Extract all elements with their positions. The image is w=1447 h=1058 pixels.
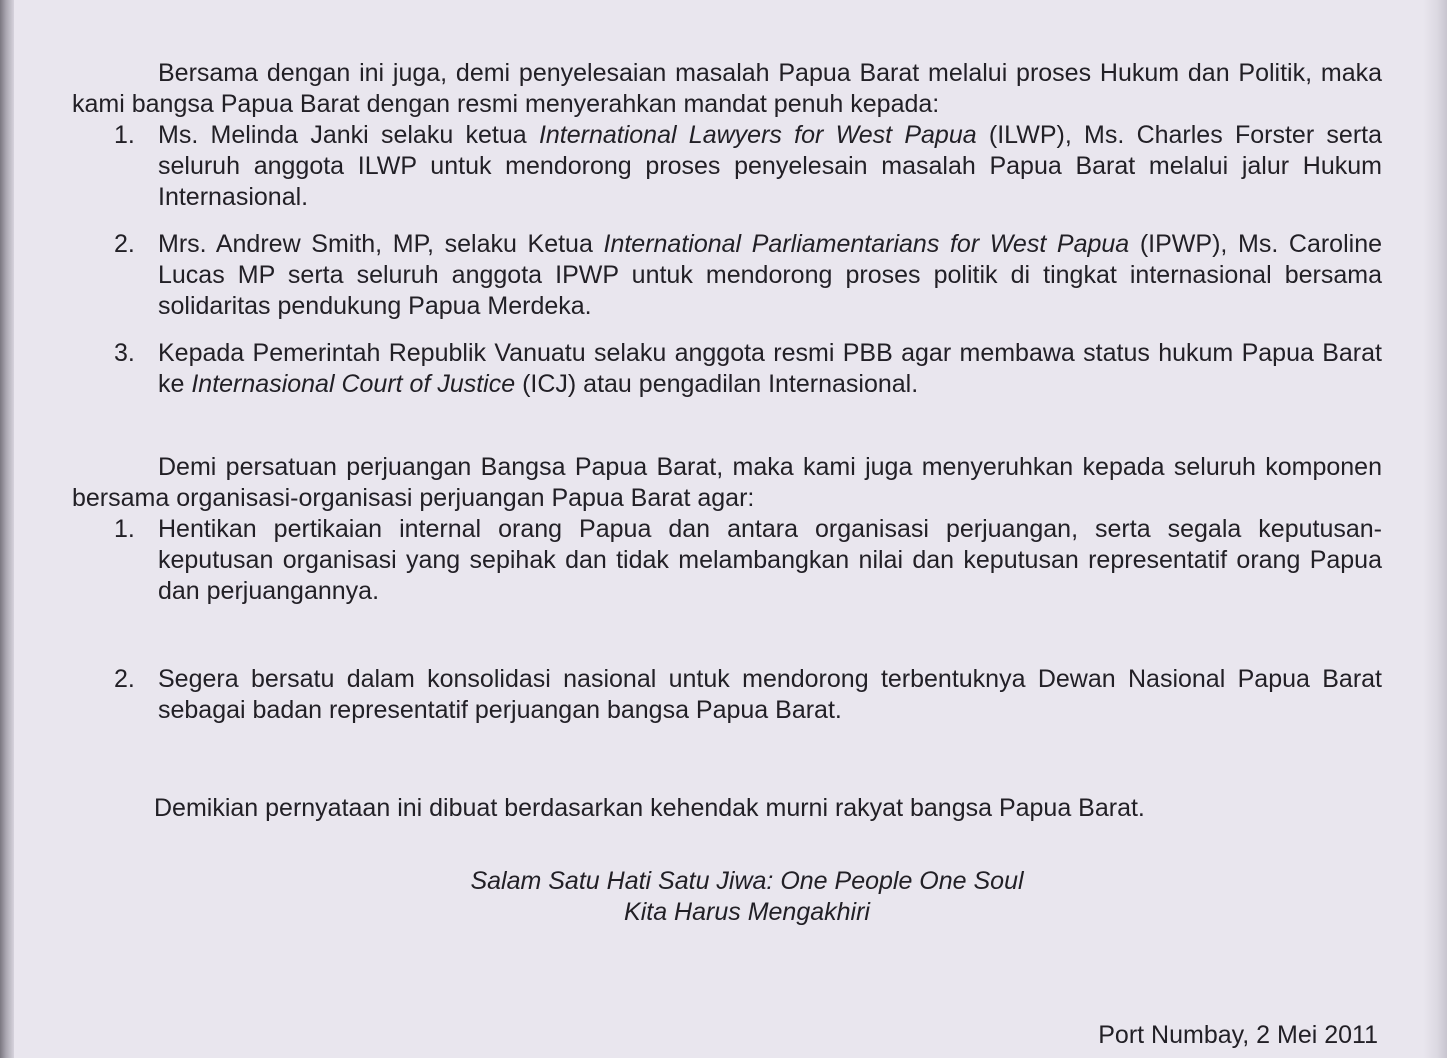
list-item-number: 3. bbox=[114, 339, 135, 367]
list-item-text-before: Mrs. Andrew Smith, MP, selaku Ketua bbox=[158, 230, 604, 258]
list-item-text-before: Ms. Melinda Janki selaku ketua bbox=[158, 121, 539, 149]
list-item-organization: International Lawyers for West Papua bbox=[538, 121, 977, 149]
paragraph-mandate bbox=[72, 58, 1382, 120]
motto-line-1: Salam Satu Hati Satu Jiwa: One People One Soul bbox=[470, 867, 1024, 895]
list-item-text-before: Kepada Pemerintah Republik Vanuatu selaku anggota resmi PBB agar membawa status hukum Papua Barat ke bbox=[158, 339, 1382, 398]
list-item-text-after: (ICJ) atau pengadilan Internasional. bbox=[515, 370, 919, 398]
list-item bbox=[72, 120, 1382, 213]
paragraph-unity bbox=[72, 452, 1382, 514]
list-item-text-after: (ILWP), Ms. Charles Forster serta seluruh anggota ILWP untuk mendorong proses penyelesain masalah Papua Barat melalui jalur Hukum Internasional. bbox=[158, 121, 1382, 211]
list-item-text-after: (IPWP), Ms. Caroline Lucas MP serta seluruh anggota IPWP untuk mendorong proses politik di tingkat internasional bersama solidaritas pendukung Papua Merdeka. bbox=[158, 230, 1383, 320]
list-item-number: 1. bbox=[114, 515, 135, 543]
paper-left-edge bbox=[0, 0, 14, 1058]
motto bbox=[72, 866, 1382, 928]
list-item-organization: Internasional Court of Justice bbox=[191, 370, 516, 398]
place-date: Port Numbay, 2 Mei 2011 bbox=[1098, 1021, 1378, 1049]
list-item-number: 2. bbox=[114, 230, 135, 258]
list-item-organization: International Parliamentarians for West Papua bbox=[603, 230, 1130, 258]
list-item bbox=[72, 338, 1382, 400]
paper-right-edge bbox=[1423, 0, 1447, 1058]
list-item-text: Segera bersatu dalam konsolidasi nasional untuk mendorong terbentuknya Dewan Nasional Papua Barat sebagai badan representatif perjuangan bangsa Papua Barat. bbox=[158, 665, 1382, 724]
list-item-number: 1. bbox=[114, 121, 135, 149]
closing-statement: Demikian pernyataan ini dibuat berdasarkan kehendak murni rakyat bangsa Papua Barat. bbox=[154, 794, 1145, 822]
list-item bbox=[72, 229, 1382, 322]
document-page bbox=[72, 58, 1382, 928]
list-item-number: 2. bbox=[114, 665, 135, 693]
paragraph-unity-text: Demi persatuan perjuangan Bangsa Papua Barat, maka kami juga menyeruhkan kepada seluruh komponen bersama organisasi-organisasi perjuangan Papua Barat agar: bbox=[72, 453, 1382, 512]
paragraph-mandate-text: Bersama dengan ini juga, demi penyelesaian masalah Papua Barat melalui proses Hukum dan Politik, maka kami bangsa Papua Barat dengan resmi menyerahkan mandat penuh kepada: bbox=[72, 59, 1382, 118]
unity-list bbox=[72, 514, 1382, 726]
list-item-text: Hentikan pertikaian internal orang Papua dan antara organisasi perjuangan, serta segala keputusan-keputusan organisasi yang sepihak dan tidak melambangkan nilai dan keputusan representatif orang Papua dan perjuangannya. bbox=[158, 515, 1382, 605]
motto-line-2: Kita Harus Mengakhiri bbox=[624, 898, 870, 926]
list-item bbox=[72, 514, 1382, 607]
mandate-list bbox=[72, 120, 1382, 400]
list-item bbox=[72, 664, 1382, 726]
